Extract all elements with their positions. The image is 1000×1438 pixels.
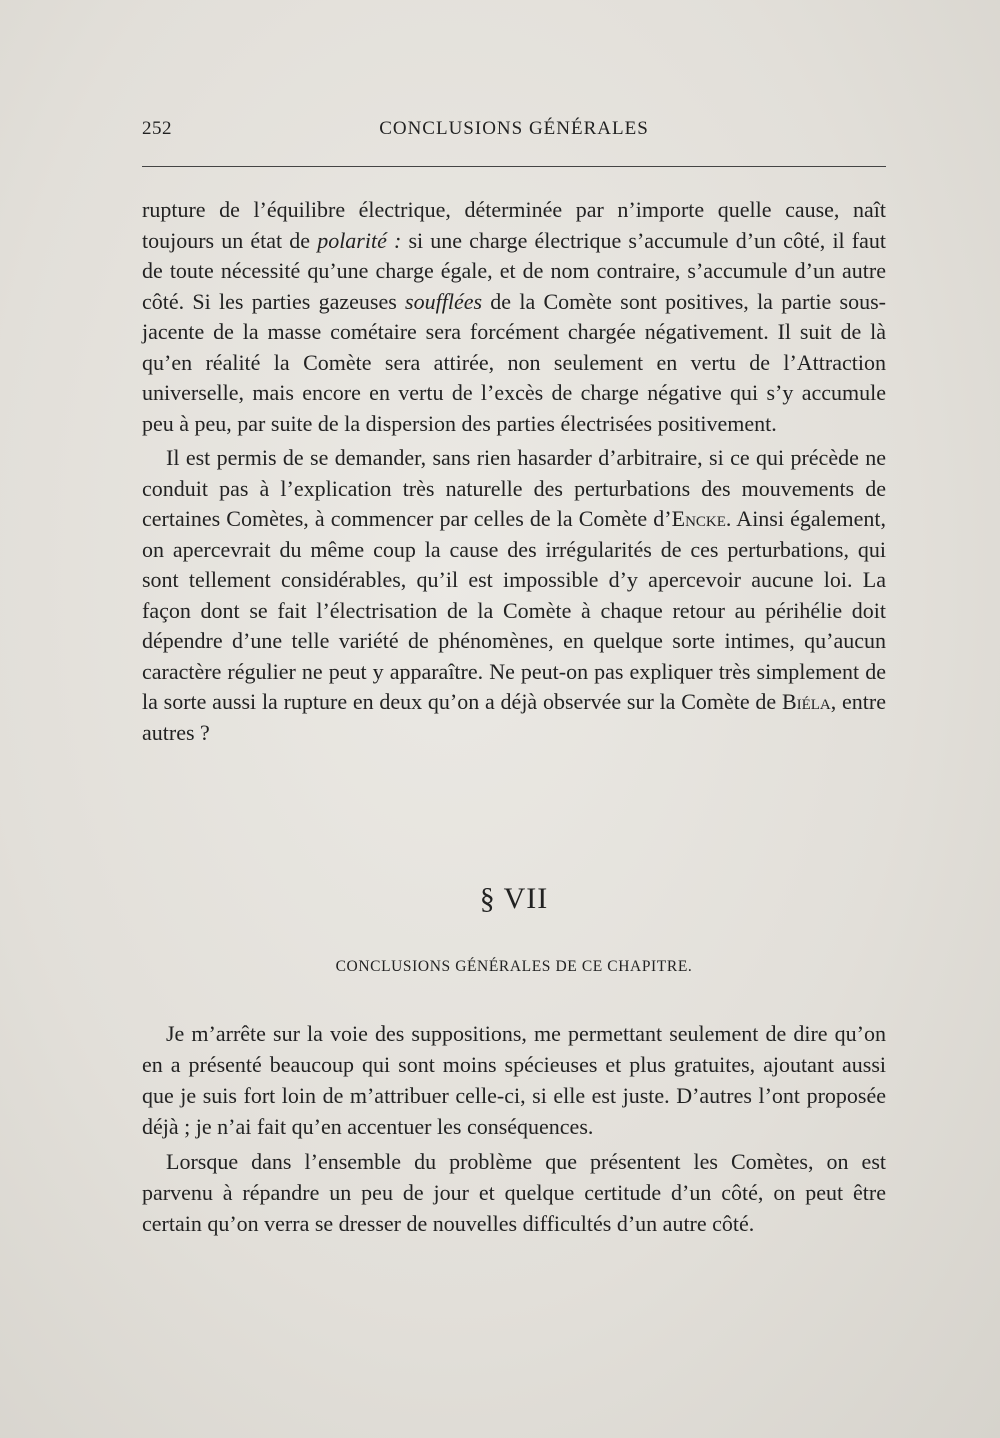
text-run: Il est permis de se demander, sans rien hasarder d’arbitraire, si ce qui précède ne conduit pas à l’explication très naturelle des perturbations des mouvements de certaines Comètes, à commencer par celles de la Comète d’	[142, 445, 886, 531]
paragraph	[142, 443, 886, 748]
body-text	[142, 195, 886, 748]
text-run: si une charge électrique s’accumule d’un côté, il faut de toute nécessité qu’une charge égale, et de nom contraire, s’accumule d’un autre côté. Si les parties gazeuses	[142, 227, 887, 314]
page-number: 252	[142, 118, 172, 139]
running-title: CONCLUSIONS GÉNÉRALES	[379, 118, 649, 139]
text-run: rupture de l’équilibre électrique, déterminée par n’importe quelle cause, naît toujours un état de	[142, 197, 886, 253]
text-run: , entre autres ?	[142, 689, 886, 745]
conclusion-text	[142, 1018, 886, 1239]
italic-term: soufflées	[405, 288, 483, 314]
page-header	[142, 118, 886, 144]
section-subtitle: CONCLUSIONS GÉNÉRALES DE CE CHAPITRE.	[335, 958, 693, 975]
header-rule	[142, 166, 886, 167]
paragraph: Lorsque dans l’ensemble du problème que présentent les Comètes, on est parvenu à répandre un peu de jour et quelque certitude d’un côté, on peut être certain qu’on verra se dresser de nouvelles difficultés d’un autre côté.	[142, 1149, 886, 1236]
proper-name: Biéla	[781, 689, 831, 714]
text-run: . Ainsi également, on apercevrait du même coup la cause des irrégularités de ces perturbations, qui sont tellement considérables, qu’il est impossible d’y apercevoir aucune loi. La façon dont se fait l’électrisation de la Comète à chaque retour au périhélie doit dépendre d’une telle variété de phénomènes, en quelque sorte intimes, qu’aucun caractère régulier ne peut y apparaître. Ne peut-on pas expliquer très simplement de la sorte aussi la rupture en deux qu’on a déjà observée sur la Comète de	[142, 506, 886, 714]
section-heading: § VII	[479, 882, 549, 915]
italic-term: polarité :	[317, 227, 402, 253]
paragraph	[142, 195, 886, 439]
paragraph: Je m’arrête sur la voie des suppositions, me permettant seulement de dire qu’on en a présenté beaucoup qui sont moins spécieuses et plus gratuites, ajoutant aussi que je suis fort loin de m’attribuer celle-ci, si elle est juste. D’autres l’ont proposée déjà ; je n’ai fait qu’en accentuer les conséquences.	[142, 1021, 886, 1139]
text-run: de la Comète sont positives, la partie sous-jacente de la masse cométaire sera forcément chargée négativement. Il suit de là qu’en réalité la Comète sera attirée, non seulement en vertu de l’Attraction universelle, mais encore en vertu de l’excès de charge négative qui s’y accumule peu à peu, par suite de la dispersion des parties électrisées positivement.	[142, 288, 886, 436]
proper-name: Encke	[671, 506, 726, 531]
